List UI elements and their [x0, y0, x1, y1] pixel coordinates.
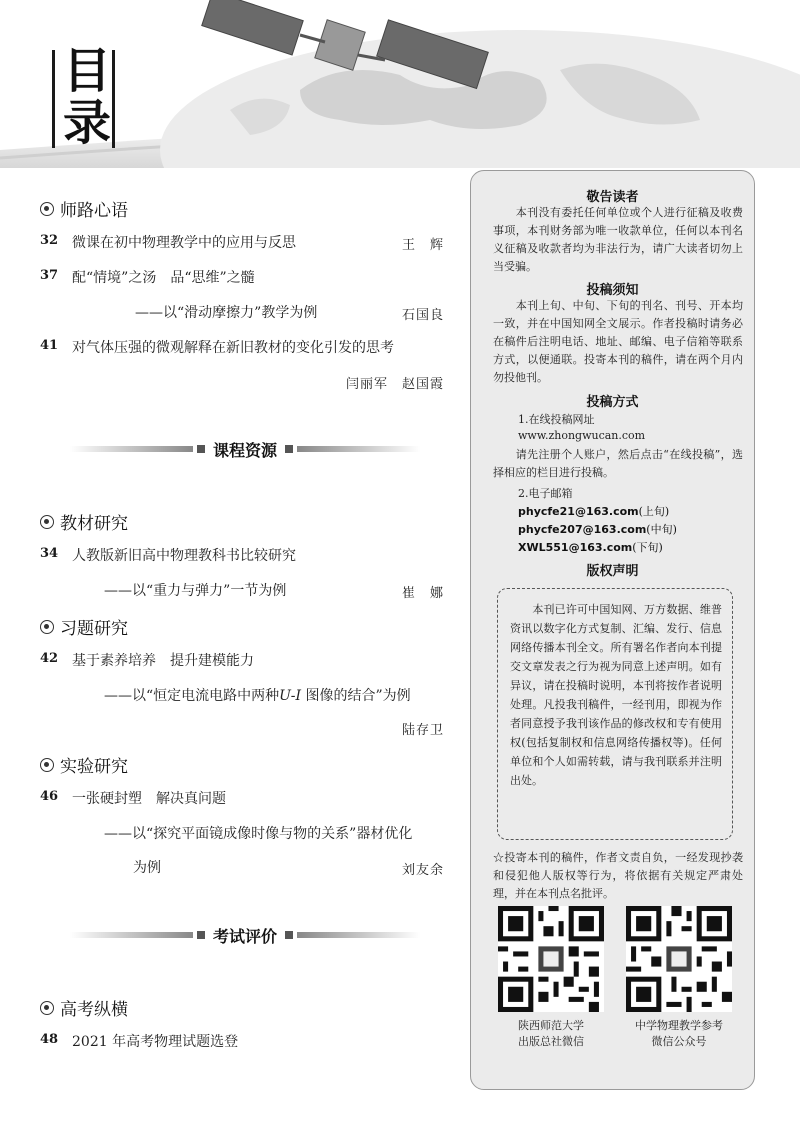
article-author-34: 崔 娜: [401, 586, 444, 601]
header-globe-art: [0, 0, 800, 168]
article-page-41: 41: [40, 338, 59, 353]
divider-label: 考试评价: [213, 926, 278, 946]
divider-label: 课程资源: [213, 440, 278, 460]
article-subtitle-37: ——以“滑动摩擦力”教学为例: [135, 305, 318, 321]
article-subtitle-46-cont: 为例: [133, 860, 161, 876]
article-page-34: 34: [40, 546, 59, 561]
qr2-caption-line2: 微信公众号: [651, 1035, 707, 1048]
article-title-42[interactable]: 基于素养培养 提升建模能力: [72, 653, 254, 669]
qr-code-icon: [498, 906, 604, 1012]
section-title-text: 习题研究: [60, 619, 128, 639]
article-author-37: 石国良: [401, 308, 444, 323]
method-note: 请先注册个人账户，然后点击“在线投稿”，选择相应的栏目进行投稿。: [493, 448, 743, 479]
article-page-37: 37: [40, 268, 59, 283]
page-title-char-1: 目: [62, 43, 111, 99]
section-title-text: 教材研究: [60, 514, 128, 534]
section-bullet-icon: [40, 202, 54, 216]
divider-kecheng: [70, 439, 420, 459]
qr1-caption-line1: 陕西师范大学: [518, 1019, 584, 1032]
copyright-title: 版权声明: [586, 564, 639, 579]
article-author-42: 陆存卫: [401, 723, 444, 738]
email-1[interactable]: phycfe21@163.com(上旬): [518, 505, 670, 518]
article-title-48[interactable]: 2021 年高考物理试题选登: [72, 1034, 239, 1050]
submit-title: 投稿须知: [586, 283, 639, 298]
section-bullet-icon: [40, 1001, 54, 1015]
article-author-32: 王 辉: [401, 238, 444, 253]
section-title-shiyan: [40, 752, 128, 777]
copyright-body: 本刊已许可中国知网、万方数据、维普资讯以数字化方式复制、汇编、发行、信息网络传播本刊全文。所有署名作者向本刊提交文章发表之行为视为同意上述声明。如有异议，请在投稿时说明，本刊将按作者说明处理。凡投我刊稿件，一经刊用，即视为作者同意授予我刊该作品的修改权和专有使用权(包括复制权和信息网络传播权等)。任何单位和个人如需转载，请与我刊联系并注明出处。: [510, 603, 722, 787]
qr1-caption-line2: 出版总社微信: [518, 1035, 584, 1048]
notice-body: 本刊没有委托任何单位或个人进行征稿及收费事项，本刊财务部为唯一收款单位，任何以本刊名义征稿及收款者均为非法行为，请广大读者切勿上当受骗。: [493, 206, 743, 273]
section-title-text: 实验研究: [60, 757, 128, 777]
section-bullet-icon: [40, 620, 54, 634]
article-page-46: 46: [40, 789, 59, 804]
article-page-48: 48: [40, 1032, 59, 1047]
email-2[interactable]: phycfe207@163.com(中旬): [518, 523, 677, 536]
section-title-jiaocai: [40, 509, 128, 534]
submit-body: 本刊上旬、中旬、下旬的刊名、刊号、开本均一致，并在中国知网全文展示。作者投稿时请务必在稿件后注明电话、地址、邮编、电子信箱等联系方式，以便通联。投寄本刊的稿件，请在两个月内勿投他刊。: [493, 299, 743, 384]
section-title-shilu: [40, 196, 128, 221]
article-title-32[interactable]: 微课在初中物理教学中的应用与反思: [72, 235, 296, 251]
method-online: 1.在线投稿网址: [518, 413, 595, 426]
article-subtitle-46: ——以“探究平面镜成像时像与物的关系”器材优化: [104, 826, 413, 842]
method-url[interactable]: www.zhongwucan.com: [518, 429, 646, 442]
article-title-37[interactable]: 配“情境”之汤 品“思维”之髓: [72, 270, 255, 286]
page-title-char-2: 录: [62, 95, 111, 151]
section-title-gaokao: [40, 995, 128, 1020]
section-title-text: 高考纵横: [60, 1000, 128, 1020]
divider-kaoshi: [70, 925, 420, 945]
article-subtitle-42: ——以“恒定电流电路中两种U-I 图像的结合”为例: [104, 688, 411, 704]
section-title-text: 师路心语: [60, 201, 128, 221]
qr2-caption-line1: 中学物理教学参考: [635, 1019, 723, 1032]
method-title: 投稿方式: [586, 395, 639, 410]
title-rule-left: [52, 50, 55, 148]
article-author-41: 闫丽军 赵国霞: [345, 377, 444, 392]
page-header: [0, 0, 800, 168]
article-title-34[interactable]: 人教版新旧高中物理教科书比较研究: [72, 548, 296, 564]
article-page-42: 42: [40, 651, 59, 666]
qr-code-icon: [626, 906, 732, 1012]
article-author-46: 刘友余: [401, 863, 444, 878]
article-page-32: 32: [40, 233, 59, 248]
section-bullet-icon: [40, 515, 54, 529]
notice-title: 敬告读者: [586, 190, 639, 205]
article-title-46[interactable]: 一张硬封塑 解决真问题: [72, 791, 226, 807]
method-email: 2.电子邮箱: [518, 487, 573, 500]
section-title-xiti: [40, 614, 128, 639]
email-3[interactable]: XWL551@163.com(下旬): [518, 541, 663, 554]
section-bullet-icon: [40, 758, 54, 772]
article-title-41[interactable]: 对气体压强的微观解释在新旧教材的变化引发的思考: [72, 340, 394, 356]
warning-text: ☆投寄本刊的稿件，作者文责自负，一经发现抄袭和侵犯他人版权等行为，将依据有关规定严肃处理，并在本刊点名批评。: [493, 851, 743, 900]
article-subtitle-34: ——以“重力与弹力”一节为例: [104, 583, 287, 599]
